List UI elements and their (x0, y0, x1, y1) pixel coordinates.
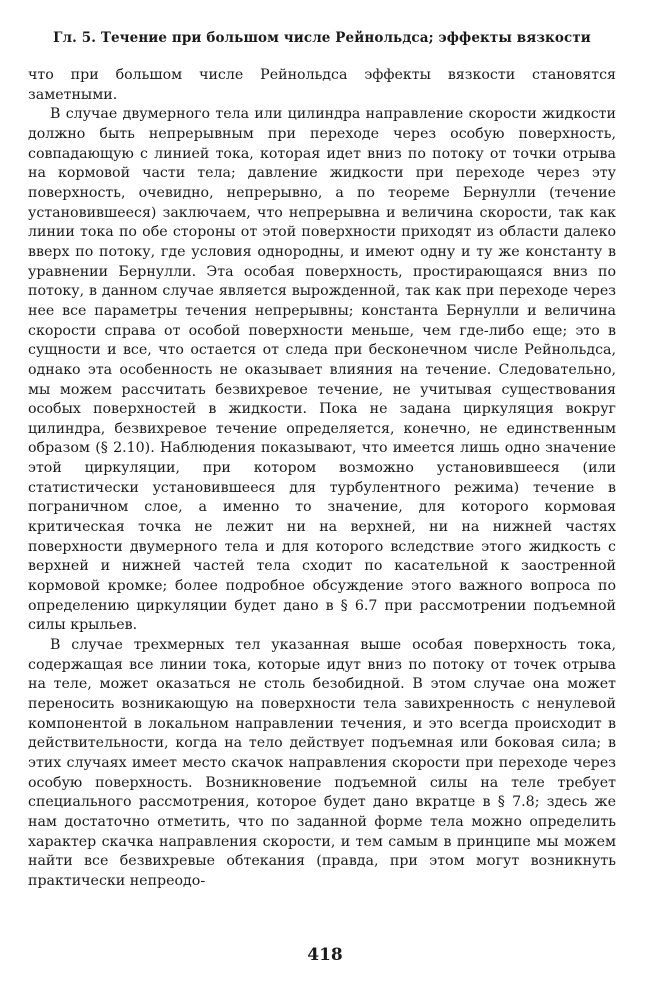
paragraph-continuation: что при большом числе Рейнольдса эффекты вязкости становятся заметными. (28, 67, 616, 103)
paragraph-three-dimensional-body: В случае трехмерных тел указанная выше особая поверхность тока, содержащая все линии тока, которые идут вниз по потоку от точек отрыва на теле, может оказаться не столь безобидной. В этом случае она может переносить возникающую на поверхности тела завихренность с ненулевой компонентой в локальном направлении течения, и это всегда происходит в действительности, когда на тело действует подъемная или боковая сила; в этих случаях имеет место скачок направления скорости при переходе через особую поверхность. Возникновение подъемной силы на теле требует специального рассмотрения, которое будет дано вкратце в § 7.8; здесь же нам достаточно отметить, что по заданной форме тела можно определить характер скачка направления скорости, и тем самым в принципе мы можем найти все безвихревые обтекания (правда, при этом могут возникнуть практически непреодо- (28, 637, 616, 889)
paragraph-two-dimensional-body: В случае двумерного тела или цилиндра направление скорости жидкости должно быть непрерывным при переходе через особую поверхность, совпадающую с линией тока, которая идет вниз по потоку от точки отрыва на кормовой части тела; давление жидкости при переходе через эту поверхность, очевидно, непрерывно, а по теореме Бернулли (течение установившееся) заключаем, что непрерывна и величина скорости, так как линии тока по обе стороны от этой поверхности приходят из области далеко вверх по потоку, где условия однородны, и имеют одну и ту же константу в уравнении Бернулли. Эта особая поверхность, простирающаяся вниз по потоку, в данном случае является вырожденной, так как при переходе через нее все параметры течения непрерывны; константа Бернулли и величина скорости справа от особой поверхности меньше, чем где-либо еще; это в сущности и все, что остается от следа при бесконечном числе Рейнольдса, однако эта особенность не оказывает влияния на течение. Следовательно, мы можем рассчитать безвихревое течение, не учитывая существования особых поверхностей в жидкости. Пока не задана циркуляция вокруг цилиндра, безвихревое течение определяется, конечно, не единственным образом (§ 2.10). Наблюдения показывают, что имеется лишь одно значение этой циркуляции, при котором возможно установившееся (или статистически установившееся для турбулентного режима) течение в пограничном слое, а именно то значение, для которого кормовая критическая точка не лежит ни на верхней, ни на нижней частях поверхности двумерного тела и для которого вследствие этого жидкость с верхней и нижней частей тела сходит по касательной к заостренной кормовой кромке; более подробное обсуждение этого важного вопроса по определению циркуляции будет дано в § 6.7 при рассмотрении подъемной силы крыльев. (28, 106, 616, 634)
page-number: 418 (307, 945, 343, 965)
running-head: Гл. 5. Течение при большом числе Рейнольдса; эффекты вязкости (53, 30, 591, 46)
body-text (28, 66, 616, 892)
